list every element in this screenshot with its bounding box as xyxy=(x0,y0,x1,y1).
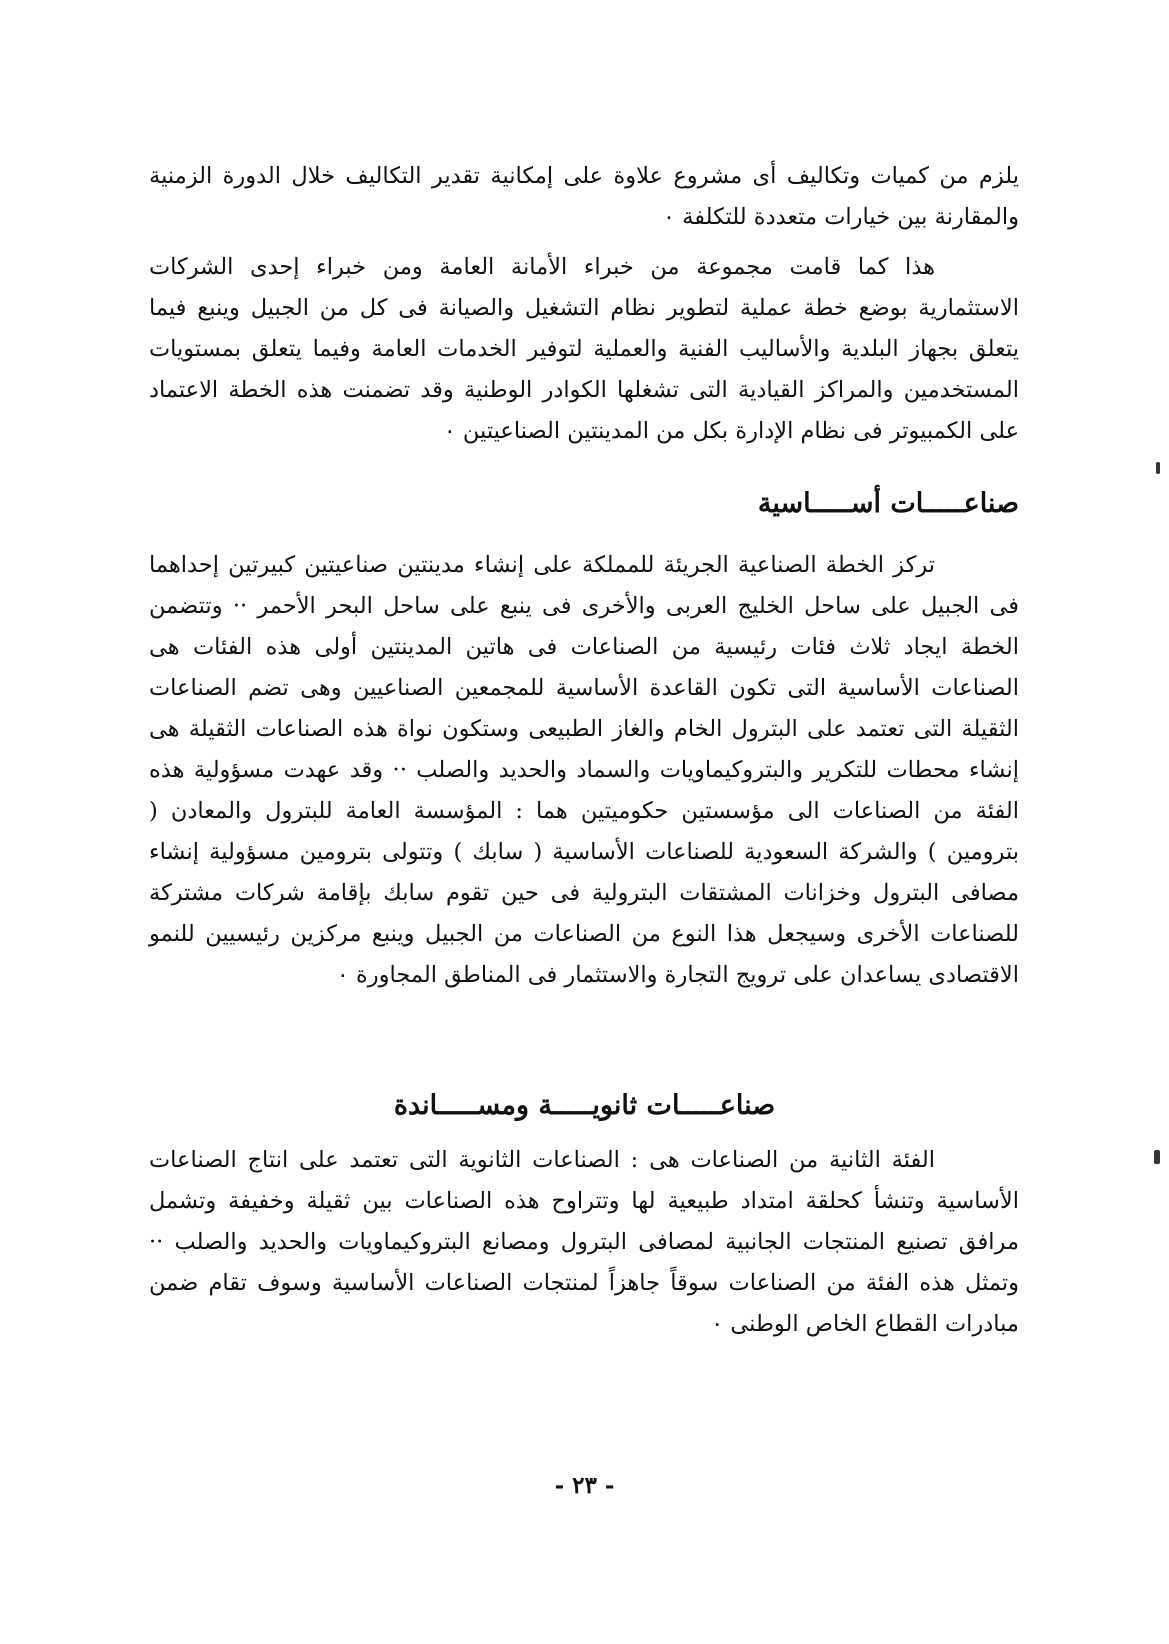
heading-secondary-industries: صناعـــــات ثانويـــــة ومســـــاندة xyxy=(393,1090,776,1121)
paragraph-secondary-industries: الفئة الثانية من الصناعات هى : الصناعات الثانوية التى تعتمد على انتاج الصناعات الأساسية وتنشأ كحلقة امتداد طبيعية لها وتتراوح هذه الصناعات بين ثقيلة وخفيفة وتشمل مرافق تصنيع المنتجات الجانبية لمصافى البترول ومصانع البتروكيماويات والحديد والصلب ·· وتمثل هذه الفئة من الصناعات سوقاً جاهزاً لمنتجات الصناعات الأساسية وسوف تقام ضمن مبادرات القطاع الخاص الوطنى ٠ xyxy=(149,1147,1019,1337)
secondary-industries-text-block xyxy=(149,1140,1019,1345)
paragraph-basic-industries: تركز الخطة الصناعية الجريئة للمملكة على إنشاء مدينتين صناعيتين كبيرتين إحداهما فى الجبيل على ساحل الخليج العربى والأخرى فى ينبع على ساحل البحر الأحمر ·· وتتضمن الخطة ايجاد ثلاث فئات رئيسية من الصناعات فى هاتين المدينتين أولى هذه الفئات هى الصناعات الأساسية التى تكون القاعدة الأساسية للمجمعين الصناعيين وهى تضم الصناعات الثقيلة التى تعتمد على البترول الخام والغاز الطبيعى وستكون نواة هذه الصناعات الثقيلة هى إنشاء محطات للتكرير والبتروكيماويات والسماد والحديد والصلب ·· وقد عهدت مسؤولية هذه الفئة من الصناعات الى مؤسستين حكوميتين هما : المؤسسة العامة للبترول والمعادن ( بترومين ) والشركة السعودية للصناعات الأساسية ( سابك ) وتتولى بترومين مسؤولية إنشاء مصافى البترول وخزانات المشتقات البترولية فى حين تقوم سابك بإقامة شركات مشتركة للصناعات الأخرى وسيجعل هذا النوع من الصناعات من الجبيل وينبع مركزين رئيسيين للنمو الاقتصادى يساعدان على ترويج التجارة والاستثمار فى المناطق المجاورة ٠ xyxy=(149,552,1019,988)
paragraph-cost-estimation: يلزم من كميات وتكاليف أى مشروع علاوة على إمكانية تقدير التكاليف خلال الدورة الزمنية والمقارنة بين خيارات متعددة للتكلفة ٠ xyxy=(149,163,1019,230)
paragraph-operations-plan: هذا كما قامت مجموعة من خبراء الأمانة العامة ومن خبراء إحدى الشركات الاستثمارية بوضع خطة عملية لتطوير نظام التشغيل والصيانة فى كل من الجبيل وينبع فيما يتعلق بجهاز البلدية والأساليب الفنية والعملية لتوفير الخدمات العامة وفيما يتعلق بمستويات المستخدمين والمراكز القيادية التى تشغلها الكوادر الوطنية وقد تضمنت هذه الخطة الاعتماد على الكمبيوتر فى نظام الإدارة بكل من المدينتين الصناعيتين ٠ xyxy=(149,254,1019,444)
scan-speck xyxy=(1156,462,1160,474)
scan-speck xyxy=(1154,1150,1160,1164)
heading-basic-industries: صناعـــــات أســـــاسية xyxy=(757,488,1019,519)
intro-text-block xyxy=(149,156,1019,452)
basic-industries-text-block xyxy=(149,545,1019,996)
page-number: - ٢٣ - xyxy=(554,1472,615,1499)
